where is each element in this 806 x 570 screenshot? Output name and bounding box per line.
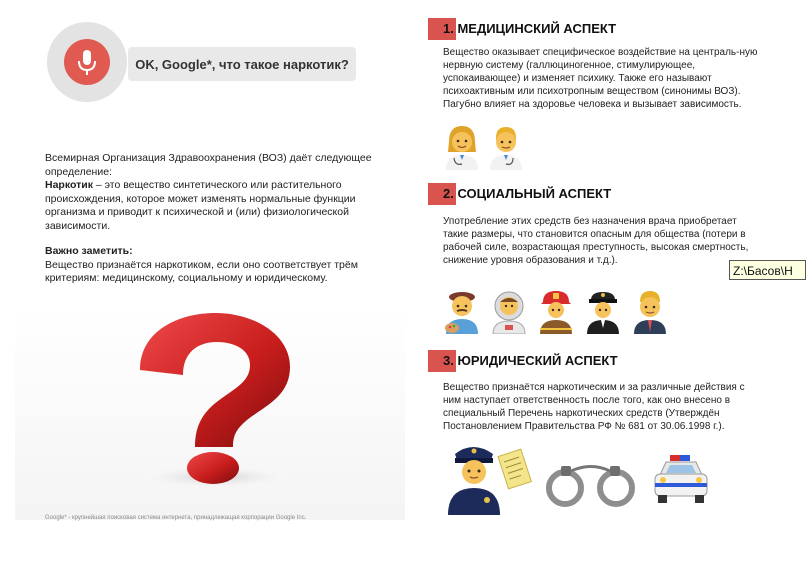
policeman-with-document-icon [443,440,543,515]
handcuffs-icon [543,458,638,510]
section-2-title: 2. СОЦИАЛЬНЫЙ АСПЕКТ [443,186,612,201]
mic-button[interactable] [64,39,110,85]
section-2-text: Употребление этих средств без назначения врача приобретает такие размеры, что становится опасным для общества (потери в рабочей силе, возрастающая преступность, высокая смертность, снижение уровня образования и т.д.). [443,216,749,266]
section-3-body [443,381,763,433]
section-3-text: Вещество признаётся наркотическим и за различные действия с ним наступает ответственность после того, как оно внесено в специальный Перечень наркотических средств (Утверждён Постановлением Правительства РФ № 681 от 30.06.1998 г.). [443,382,745,432]
pilot-icon [584,288,622,334]
search-query-text: OK, Google*, что такое наркотик? [135,56,349,72]
definition-text: – это вещество синтетического или растительного происхождения, которое может изменять нормальные функции организма и приводит к психической и (или) физиологической зависимости. [45,179,356,232]
section-3-title: 3. ЮРИДИЧЕСКИЙ АСПЕКТ [443,353,618,368]
section-2-body [443,215,763,267]
google-footnote: Google* - крупнейшая поисковая система интернета, принадлежащая корпорации Google Inc. [45,515,307,521]
who-definition [45,152,390,233]
firefighter-icon [537,288,575,334]
microphone-icon [64,39,110,85]
businessman-icon [631,288,669,334]
path-tooltip: Z:\Басов\Н [729,260,806,280]
note-title: Важно заметить: [45,245,133,257]
definition-intro: Всемирная Организация Здравоохранения (ВОЗ) даёт следующее определение: [45,152,372,178]
professions-emoji-row [443,288,669,334]
doctors-emoji-row [443,124,525,170]
note-text: Вещество признаётся наркотиком, если оно соответствует трём критериям: медицинскому, социальному и юридическому. [45,258,358,284]
question-mark-illustration [15,305,405,520]
definition-term: Наркотик [45,179,93,191]
artist-icon [443,288,481,334]
search-query [128,47,356,81]
question-mark-icon [15,305,405,520]
section-1-text: Вещество оказывает специфическое воздействие на централь-ную нервную систему (галлюциногенное, стимулирующее, успокаивающее) и изменяет психику. Также его называют психоактивным или психотропным веществом (синонимы ВОЗ). Пагубно влияет на здоровье человека и вызывает зависимость. [443,47,758,110]
important-note [45,245,390,286]
police-car-icon [652,453,710,507]
male-doctor-icon [487,124,525,170]
female-doctor-icon [443,124,481,170]
section-1-body [443,46,763,111]
astronaut-icon [490,288,528,334]
section-1-title: 1. МЕДИЦИНСКИЙ АСПЕКТ [443,21,617,36]
